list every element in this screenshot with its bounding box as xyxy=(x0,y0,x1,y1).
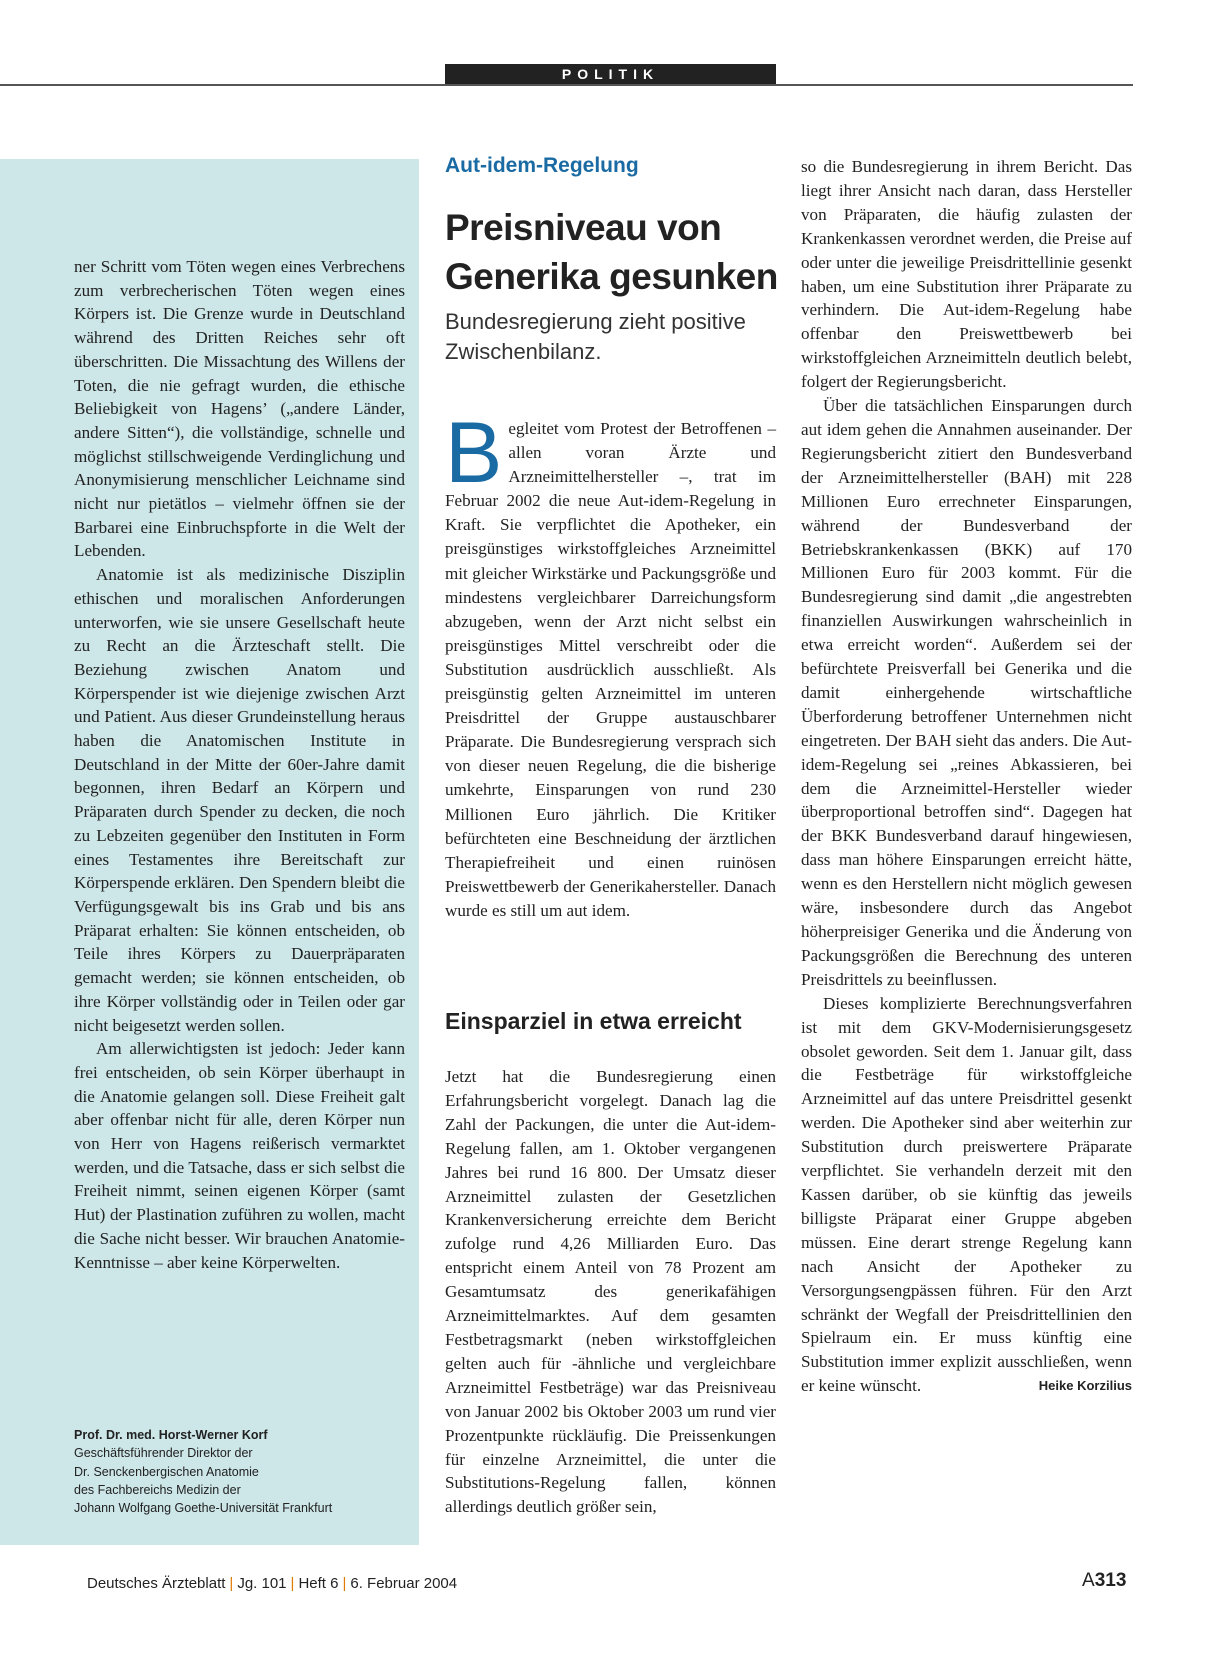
page-prefix: A xyxy=(1082,1570,1095,1591)
author-line: Dr. Senckenbergischen Anatomie xyxy=(74,1464,259,1479)
article-paragraph: Jetzt hat die Bundesregierung einen Erfahrungsbericht vorgelegt. Danach lag die Zahl der Packungen, die unter die Aut-idem-Regelung fallen, am 1. Oktober vergangenen Jahres bei rund 16 800. Der Umsatz dieser Arzneimittel zulasten der Gesetzlichen Krankenversicherung erreichte dem Bericht zufolge rund 4,26 Milliarden Euro. Das entspricht einem Anteil von 78 Prozent am Gesamtumsatz des generikafähigen Arzneimittelmarktes. Auf dem gesamten Festbetragsmarkt (neben wirkstoffgleichen gelten auch für -ähnliche und vergleichbare Arzneimittel Festbeträge) war das Preisniveau von Januar 2002 bis Oktober 2003 um rund vier Prozentpunkte rückläufig. Die Preissenkungen für einzelne Arzneimittel, die unter die Substitutions-Regelung fallen, können allerdings deutlich größer sein, xyxy=(445,1067,776,1517)
sidebar-paragraph: ner Schritt vom Töten wegen eines Verbrechens zum verbrecherischen Töten wegen eines Körpers ist. Die Grenze wurde in Deutschland während des Dritten Reiches sehr oft überschritten. Die Missachtung des Willens der Toten, die nie gefragt wurden, die ethische Beliebigkeit von Hagens’ („andere Länder, andere Sitten“), die vollständige, schnelle und möglichst stillschweigende Verdinglichung und Anonymisierung menschlicher Leichname sind nicht nur pietätlos – vielmehr öffnen sie der Barbarei eine Einbruchspforte in die Welt der Lebenden. xyxy=(74,257,405,561)
author-name: Prof. Dr. med. Horst-Werner Korf xyxy=(74,1428,268,1442)
page-number-value: 313 xyxy=(1094,1570,1127,1591)
article-mid-column xyxy=(445,1065,776,1519)
article-paragraph: Über die tatsächlichen Einsparungen durch aut idem gehen die Annahmen auseinander. Der Regierungsbericht zitiert den Bundesverband der Arzneimittelhersteller (BAH) mit 228 Millionen Euro errechneter Einsparungen, während der Bundesverband der Betriebskrankenkassen (BKK) auf 170 Millionen Euro für 2003 kommt. Für die Bundesregierung sind damit „die angestrebten finanziellen Auswirkungen wahrscheinlich in etwa erreicht worden“. Außerdem sei der befürchtete Preisverfall bei Generika und die damit einhergehende wirtschaftliche Überforderung betroffener Unternehmen nicht eingetreten. Der BAH sieht das anders. Die Aut-idem-Regelung sei „reines Abkassieren, bei dem die Arzneimittel-Hersteller wieder überproportional betroffen sind“. Dagegen hat der BKK Bundesverband darauf hingewiesen, dass man höhere Einsparungen erreicht hätte, wenn es den Herstellern nicht möglich gewesen wäre, insbesondere durch das Angebot höherpreisiger Generika und die Änderung von Packungsgrößen die Berechnung des unteren Preisdrittels zu beeinflussen. xyxy=(801,396,1132,989)
drop-cap: B xyxy=(445,405,503,501)
journal-volume: Jg. 101 xyxy=(237,1575,287,1592)
journal-issue: Heft 6 xyxy=(298,1575,339,1592)
sidebar-text xyxy=(74,255,405,1274)
article-right-column xyxy=(801,155,1132,1398)
sidebar-paragraph: Am allerwichtigsten ist jedoch: Jeder kann frei entscheiden, ob sein Körper überhaupt in die Anatomie gelangen soll. Diese Freiheit galt aber offenbar nicht für alle, deren Körper nun von Herr von Hagens reißerisch vermarktet werden, und die Tatsache, dass er sich selbst die Freiheit nimmt, seinen eigenen Körper (samt Hut) der Plastination zuführen zu wollen, macht die Sache nicht besser. Wir brauchen Anatomie-Kenntnisse – aber keine Körperwelten. xyxy=(74,1039,405,1272)
sidebar-paragraph: Anatomie ist als medizinische Disziplin ethischen und moralischen Anforderungen unterworfen, wie sie unsere Gesellschaft heute zu Recht an die Ärzteschaft stellt. Die Beziehung zwischen Anatom und Körperspender ist wie diejenige zwischen Arzt und Patient. Aus dieser Grundeinstellung heraus haben die Anatomischen Institute in Deutschland in der Mitte der 60er-Jahre damit begonnen, ihren Bedarf an Körpern und Präparaten durch Spender zu decken, die noch zu Lebzeiten gegenüber den Instituten in Form eines Testamentes ihre Bereitschaft zur Körperspende erklären. Den Spendern bleibt die Verfügungsgewalt bis ins Grab und bis ans Präparat erhalten: Sie können entscheiden, ob Teile ihres Körpers zu Dauerpräparaten gemacht werden; sie können entscheiden, ob ihre Körper vollständig oder in Teilen oder gar nicht beigesetzt werden sollen. xyxy=(74,565,405,1035)
footer-separator: | xyxy=(290,1575,295,1592)
author-line: Johann Wolfgang Goethe-Universität Frankfurt xyxy=(74,1501,333,1516)
footer-separator: | xyxy=(229,1575,234,1592)
article-subheading: Einsparziel in etwa erreicht xyxy=(445,1008,742,1034)
journal-name: Deutsches Ärzteblatt xyxy=(87,1575,226,1592)
article-subhead: Bundesregierung zieht positive Zwischenbilanz. xyxy=(445,309,746,364)
footer-separator: | xyxy=(342,1575,347,1592)
header-rule xyxy=(0,84,1133,86)
article-headline: Preisniveau von Generika gesunken xyxy=(445,207,778,297)
article-signature: Heike Korzilius xyxy=(1038,1378,1132,1394)
footer xyxy=(87,1575,457,1592)
page-number xyxy=(1082,1570,1126,1592)
author-line: Geschäftsführender Direktor der xyxy=(74,1446,253,1461)
author-block xyxy=(74,1426,414,1517)
article-kicker: Aut-idem-Regelung xyxy=(445,154,639,177)
section-label: POLITIK xyxy=(445,64,776,84)
article-paragraph: Dieses komplizierte Berechnungsverfahren ist mit dem GKV-Modernisierungsgesetz obsolet geworden. Seit dem 1. Januar gilt, dass die Festbeträge für wirkstoffgleiche Arzneimittel auf das untere Preisdrittel gesenkt werden. Die Apotheker sind aber weiterhin zur Substitution durch preiswertere Präparate verpflichtet. Sie verhandeln derzeit mit den Kassen darüber, ob sie künftig das jeweils billigste Präparat einer Gruppe abgeben müssen. Eine derart strenge Regelung kann nach Ansicht der Apotheker zu Versorgungsengpässen führen. Für den Arzt schränkt der Wegfall der Preisdrittellinien den Spielraum ein. Er muss künftig eine Substitution immer explizit ausschließen, wenn er keine wünscht. xyxy=(801,993,1132,1396)
article-intro: egleitet vom Protest der Betroffenen – allen voran Ärzte und Arzneimittelhersteller –, trat im Februar 2002 die neue Aut-idem-Regelung in Kraft. Sie verpflichtet die Apotheker, ein preisgünstiges wirkstoffgleiches Arzneimittel mit gleicher Wirkstärke und Packungsgröße und mindestens vergleichbarer Darreichungsform abzugeben, wenn der Arzt nicht selbst ein preisgünstiges Mittel verschreibt oder die Substitution ausdrücklich ausschließt. Als preisgünstig gelten Arzneimittel im unteren Preisdrittel der Gruppe austauschbarer Präparate. Die Bundesregierung versprach sich von dieser neuen Regelung, die die bisherige umkehrte, Einsparungen von rund 230 Millionen Euro jährlich. Die Kritiker befürchteten eine Beschneidung der ärztlichen Therapiefreiheit und einen ruinösen Preiswettbewerb der Generikahersteller. Danach wurde es still um aut idem. xyxy=(445,419,776,920)
author-line: des Fachbereichs Medizin der xyxy=(74,1482,241,1497)
article-paragraph: so die Bundesregierung in ihrem Bericht. Das liegt ihrer Ansicht nach daran, dass Hersteller von Präparaten, die häufig zulasten der Krankenkassen verordnet werden, die Preise auf oder unter die jeweilige Preisdrittellinie gesenkt haben, um eine Substitution ihrer Präparate zu verhindern. Die Aut-idem-Regelung habe offenbar den Preiswettbewerb bei wirkstoffgleichen Arzneimitteln deutlich belebt, folgert der Regierungsbericht. xyxy=(801,157,1132,392)
journal-date: 6. Februar 2004 xyxy=(350,1575,458,1592)
article-intro-column xyxy=(445,405,776,923)
